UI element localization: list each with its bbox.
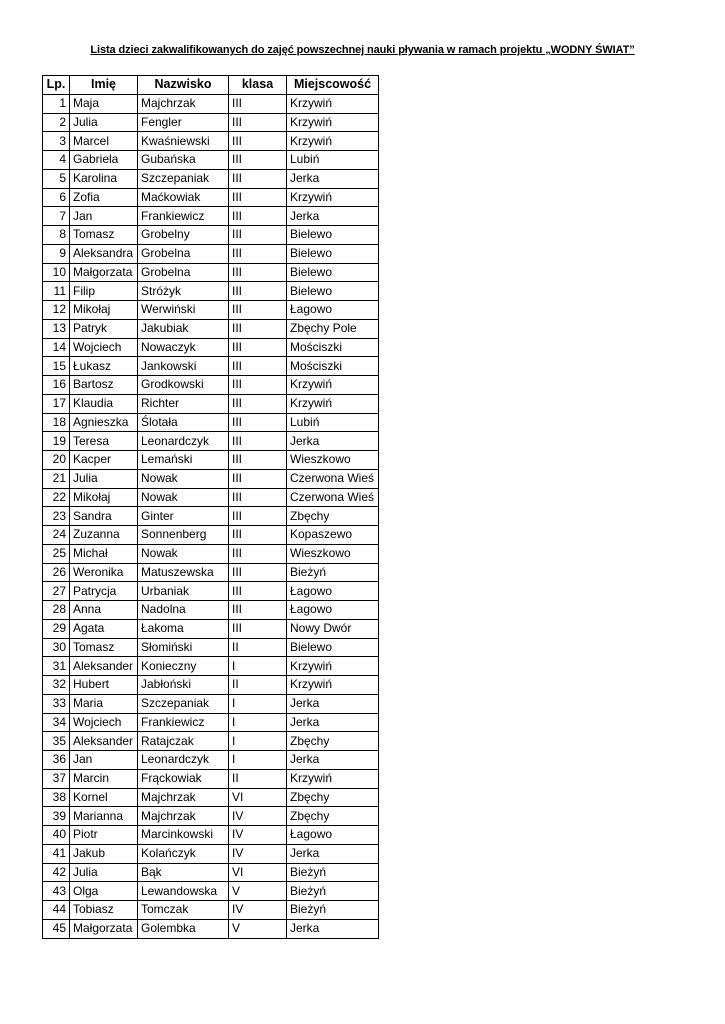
cell-imie: Hubert (70, 676, 138, 695)
cell-lp: 13 (43, 319, 70, 338)
cell-nazwisko: Nowak (138, 488, 229, 507)
cell-klasa: IV (229, 807, 287, 826)
cell-nazwisko: Leonardczyk (138, 432, 229, 451)
cell-imie: Piotr (70, 826, 138, 845)
cell-imie: Julia (70, 863, 138, 882)
cell-miejscowosc: Bielewo (287, 226, 379, 245)
table-row (43, 919, 379, 938)
cell-imie: Maria (70, 694, 138, 713)
cell-miejscowosc: Krzywiń (287, 376, 379, 395)
table-row (43, 451, 379, 470)
cell-imie: Wojciech (70, 338, 138, 357)
cell-miejscowosc: Czerwona Wieś (287, 469, 379, 488)
cell-lp: 9 (43, 244, 70, 263)
cell-imie: Agata (70, 619, 138, 638)
cell-lp: 20 (43, 451, 70, 470)
cell-imie: Marcel (70, 132, 138, 151)
cell-imie: Małgorzata (70, 919, 138, 938)
cell-klasa: III (229, 188, 287, 207)
cell-miejscowosc: Jerka (287, 169, 379, 188)
cell-nazwisko: Nowak (138, 544, 229, 563)
cell-klasa: III (229, 469, 287, 488)
cell-nazwisko: Bąk (138, 863, 229, 882)
cell-imie: Aleksander (70, 657, 138, 676)
cell-miejscowosc: Zbęchy (287, 507, 379, 526)
table-row (43, 432, 379, 451)
table-header-row (43, 76, 379, 95)
cell-imie: Małgorzata (70, 263, 138, 282)
cell-nazwisko: Majchrzak (138, 788, 229, 807)
cell-imie: Bartosz (70, 376, 138, 395)
cell-imie: Mikołaj (70, 301, 138, 320)
cell-nazwisko: Majchrzak (138, 807, 229, 826)
cell-nazwisko: Urbaniak (138, 582, 229, 601)
cell-lp: 29 (43, 619, 70, 638)
cell-lp: 27 (43, 582, 70, 601)
cell-imie: Zuzanna (70, 526, 138, 545)
cell-nazwisko: Ślotała (138, 413, 229, 432)
cell-imie: Łukasz (70, 357, 138, 376)
table-row (43, 319, 379, 338)
cell-nazwisko: Maćkowiak (138, 188, 229, 207)
cell-miejscowosc: Zbęchy (287, 788, 379, 807)
cell-lp: 37 (43, 769, 70, 788)
cell-lp: 36 (43, 751, 70, 770)
cell-nazwisko: Grobelna (138, 244, 229, 263)
cell-klasa: III (229, 413, 287, 432)
cell-klasa: III (229, 357, 287, 376)
table-row (43, 769, 379, 788)
table-row (43, 94, 379, 113)
cell-nazwisko: Słomiński (138, 638, 229, 657)
cell-nazwisko: Kolańczyk (138, 844, 229, 863)
cell-miejscowosc: Łagowo (287, 301, 379, 320)
cell-miejscowosc: Łagowo (287, 582, 379, 601)
cell-miejscowosc: Bielewo (287, 263, 379, 282)
cell-lp: 11 (43, 282, 70, 301)
cell-lp: 41 (43, 844, 70, 863)
table-row (43, 507, 379, 526)
cell-nazwisko: Konieczny (138, 657, 229, 676)
cell-klasa: IV (229, 826, 287, 845)
cell-imie: Patrycja (70, 582, 138, 601)
table-row (43, 788, 379, 807)
cell-nazwisko: Jakubiak (138, 319, 229, 338)
table-row (43, 563, 379, 582)
cell-klasa: I (229, 657, 287, 676)
cell-lp: 39 (43, 807, 70, 826)
cell-klasa: III (229, 432, 287, 451)
cell-nazwisko: Fengler (138, 113, 229, 132)
children-list-table (42, 75, 379, 939)
cell-klasa: III (229, 113, 287, 132)
cell-klasa: III (229, 207, 287, 226)
cell-nazwisko: Frankiewicz (138, 713, 229, 732)
cell-klasa: III (229, 151, 287, 170)
cell-imie: Gabriela (70, 151, 138, 170)
cell-lp: 45 (43, 919, 70, 938)
cell-nazwisko: Grobelna (138, 263, 229, 282)
cell-klasa: I (229, 713, 287, 732)
cell-nazwisko: Tomczak (138, 901, 229, 920)
cell-imie: Maja (70, 94, 138, 113)
cell-miejscowosc: Mościszki (287, 338, 379, 357)
cell-lp: 25 (43, 544, 70, 563)
table-row (43, 207, 379, 226)
cell-klasa: IV (229, 901, 287, 920)
cell-imie: Sandra (70, 507, 138, 526)
cell-nazwisko: Szczepaniak (138, 694, 229, 713)
cell-klasa: III (229, 132, 287, 151)
cell-lp: 28 (43, 601, 70, 620)
cell-klasa: III (229, 319, 287, 338)
cell-miejscowosc: Jerka (287, 919, 379, 938)
header-nazwisko: Nazwisko (138, 76, 229, 95)
cell-lp: 26 (43, 563, 70, 582)
table-row (43, 488, 379, 507)
cell-lp: 1 (43, 94, 70, 113)
cell-miejscowosc: Krzywiń (287, 657, 379, 676)
cell-miejscowosc: Czerwona Wieś (287, 488, 379, 507)
cell-lp: 43 (43, 882, 70, 901)
table-row (43, 263, 379, 282)
cell-miejscowosc: Bielewo (287, 244, 379, 263)
cell-miejscowosc: Wieszkowo (287, 451, 379, 470)
cell-nazwisko: Kwaśniewski (138, 132, 229, 151)
cell-lp: 4 (43, 151, 70, 170)
table-row (43, 188, 379, 207)
cell-miejscowosc: Wieszkowo (287, 544, 379, 563)
table-row (43, 394, 379, 413)
cell-nazwisko: Sonnenberg (138, 526, 229, 545)
table-body (43, 94, 379, 938)
cell-klasa: II (229, 676, 287, 695)
table-row (43, 301, 379, 320)
cell-nazwisko: Marcinkowski (138, 826, 229, 845)
cell-klasa: V (229, 919, 287, 938)
cell-lp: 3 (43, 132, 70, 151)
cell-nazwisko: Frankiewicz (138, 207, 229, 226)
table-row (43, 844, 379, 863)
cell-nazwisko: Nowak (138, 469, 229, 488)
cell-klasa: I (229, 732, 287, 751)
table-row (43, 282, 379, 301)
cell-lp: 15 (43, 357, 70, 376)
table-row (43, 901, 379, 920)
cell-klasa: III (229, 169, 287, 188)
cell-lp: 10 (43, 263, 70, 282)
cell-miejscowosc: Krzywiń (287, 394, 379, 413)
cell-lp: 22 (43, 488, 70, 507)
cell-nazwisko: Gubańska (138, 151, 229, 170)
cell-lp: 44 (43, 901, 70, 920)
cell-lp: 21 (43, 469, 70, 488)
table-row (43, 526, 379, 545)
table-row (43, 732, 379, 751)
cell-imie: Julia (70, 469, 138, 488)
cell-imie: Julia (70, 113, 138, 132)
cell-lp: 33 (43, 694, 70, 713)
cell-miejscowosc: Krzywiń (287, 94, 379, 113)
cell-lp: 42 (43, 863, 70, 882)
cell-miejscowosc: Jerka (287, 751, 379, 770)
cell-miejscowosc: Zbęchy (287, 807, 379, 826)
cell-klasa: III (229, 563, 287, 582)
table-row (43, 863, 379, 882)
cell-imie: Wojciech (70, 713, 138, 732)
cell-miejscowosc: Bielewo (287, 638, 379, 657)
table-row (43, 469, 379, 488)
cell-imie: Jan (70, 751, 138, 770)
cell-miejscowosc: Lubiń (287, 413, 379, 432)
cell-nazwisko: Jankowski (138, 357, 229, 376)
cell-klasa: III (229, 338, 287, 357)
cell-miejscowosc: Bielewo (287, 282, 379, 301)
cell-imie: Kacper (70, 451, 138, 470)
cell-klasa: III (229, 582, 287, 601)
cell-nazwisko: Ratajczak (138, 732, 229, 751)
cell-nazwisko: Szczepaniak (138, 169, 229, 188)
cell-imie: Aleksandra (70, 244, 138, 263)
cell-klasa: II (229, 769, 287, 788)
cell-imie: Anna (70, 601, 138, 620)
table-row (43, 826, 379, 845)
cell-nazwisko: Stróżyk (138, 282, 229, 301)
cell-klasa: III (229, 601, 287, 620)
cell-miejscowosc: Zbęchy Pole (287, 319, 379, 338)
table-row (43, 151, 379, 170)
table-row (43, 413, 379, 432)
cell-miejscowosc: Krzywiń (287, 113, 379, 132)
cell-nazwisko: Golembka (138, 919, 229, 938)
cell-imie: Filip (70, 282, 138, 301)
cell-imie: Marianna (70, 807, 138, 826)
cell-klasa: III (229, 226, 287, 245)
header-imie: Imię (70, 76, 138, 95)
table-row (43, 751, 379, 770)
cell-nazwisko: Frąckowiak (138, 769, 229, 788)
cell-lp: 38 (43, 788, 70, 807)
cell-nazwisko: Nowaczyk (138, 338, 229, 357)
table-row (43, 376, 379, 395)
cell-lp: 34 (43, 713, 70, 732)
cell-lp: 31 (43, 657, 70, 676)
cell-miejscowosc: Zbęchy (287, 732, 379, 751)
cell-lp: 7 (43, 207, 70, 226)
cell-klasa: III (229, 394, 287, 413)
cell-imie: Teresa (70, 432, 138, 451)
cell-imie: Aleksander (70, 732, 138, 751)
header-miejscowosc: Miejscowość (287, 76, 379, 95)
cell-miejscowosc: Krzywiń (287, 769, 379, 788)
cell-klasa: V (229, 882, 287, 901)
cell-imie: Michał (70, 544, 138, 563)
table-row (43, 169, 379, 188)
cell-imie: Tomasz (70, 226, 138, 245)
cell-lp: 8 (43, 226, 70, 245)
cell-imie: Mikołaj (70, 488, 138, 507)
cell-lp: 19 (43, 432, 70, 451)
table-row (43, 601, 379, 620)
cell-klasa: III (229, 301, 287, 320)
cell-miejscowosc: Łagowo (287, 601, 379, 620)
cell-nazwisko: Majchrzak (138, 94, 229, 113)
cell-lp: 23 (43, 507, 70, 526)
cell-klasa: III (229, 263, 287, 282)
table-row (43, 694, 379, 713)
cell-imie: Jakub (70, 844, 138, 863)
cell-klasa: IV (229, 844, 287, 863)
cell-klasa: III (229, 619, 287, 638)
cell-imie: Weronika (70, 563, 138, 582)
cell-miejscowosc: Krzywiń (287, 188, 379, 207)
cell-klasa: III (229, 244, 287, 263)
cell-klasa: III (229, 507, 287, 526)
cell-miejscowosc: Krzywiń (287, 132, 379, 151)
table-row (43, 357, 379, 376)
cell-miejscowosc: Bieżyń (287, 882, 379, 901)
cell-klasa: III (229, 376, 287, 395)
cell-nazwisko: Werwiński (138, 301, 229, 320)
cell-lp: 18 (43, 413, 70, 432)
cell-klasa: II (229, 638, 287, 657)
cell-klasa: III (229, 544, 287, 563)
cell-klasa: I (229, 694, 287, 713)
cell-imie: Karolina (70, 169, 138, 188)
cell-miejscowosc: Jerka (287, 694, 379, 713)
cell-nazwisko: Lemański (138, 451, 229, 470)
cell-lp: 6 (43, 188, 70, 207)
cell-imie: Olga (70, 882, 138, 901)
cell-miejscowosc: Jerka (287, 844, 379, 863)
table-row (43, 544, 379, 563)
table-row (43, 113, 379, 132)
table-row (43, 582, 379, 601)
cell-miejscowosc: Lubiń (287, 151, 379, 170)
cell-klasa: VI (229, 863, 287, 882)
cell-lp: 40 (43, 826, 70, 845)
table-row (43, 638, 379, 657)
cell-miejscowosc: Bieżyń (287, 563, 379, 582)
header-klasa: klasa (229, 76, 287, 95)
cell-nazwisko: Jabłoński (138, 676, 229, 695)
cell-lp: 30 (43, 638, 70, 657)
table-row (43, 244, 379, 263)
cell-miejscowosc: Nowy Dwór (287, 619, 379, 638)
table-row (43, 657, 379, 676)
cell-imie: Marcin (70, 769, 138, 788)
cell-miejscowosc: Bieżyń (287, 863, 379, 882)
table-row (43, 713, 379, 732)
table-row (43, 619, 379, 638)
cell-lp: 35 (43, 732, 70, 751)
cell-miejscowosc: Krzywiń (287, 676, 379, 695)
cell-nazwisko: Grobelny (138, 226, 229, 245)
cell-nazwisko: Richter (138, 394, 229, 413)
cell-miejscowosc: Kopaszewo (287, 526, 379, 545)
cell-lp: 17 (43, 394, 70, 413)
table-row (43, 676, 379, 695)
cell-nazwisko: Nadolna (138, 601, 229, 620)
table-row (43, 807, 379, 826)
cell-imie: Patryk (70, 319, 138, 338)
table-row (43, 226, 379, 245)
cell-miejscowosc: Jerka (287, 207, 379, 226)
header-lp: Lp. (43, 76, 70, 95)
cell-lp: 32 (43, 676, 70, 695)
cell-nazwisko: Lewandowska (138, 882, 229, 901)
cell-lp: 14 (43, 338, 70, 357)
cell-miejscowosc: Łagowo (287, 826, 379, 845)
cell-miejscowosc: Mościszki (287, 357, 379, 376)
cell-lp: 12 (43, 301, 70, 320)
cell-imie: Kornel (70, 788, 138, 807)
table-row (43, 338, 379, 357)
cell-imie: Jan (70, 207, 138, 226)
cell-nazwisko: Grodkowski (138, 376, 229, 395)
cell-miejscowosc: Jerka (287, 432, 379, 451)
cell-klasa: III (229, 451, 287, 470)
cell-imie: Agnieszka (70, 413, 138, 432)
cell-miejscowosc: Bieżyń (287, 901, 379, 920)
cell-nazwisko: Matuszewska (138, 563, 229, 582)
cell-lp: 24 (43, 526, 70, 545)
cell-klasa: III (229, 526, 287, 545)
cell-klasa: III (229, 282, 287, 301)
cell-klasa: III (229, 488, 287, 507)
cell-klasa: III (229, 94, 287, 113)
table-row (43, 132, 379, 151)
cell-imie: Zofia (70, 188, 138, 207)
cell-nazwisko: Leonardczyk (138, 751, 229, 770)
cell-nazwisko: Ginter (138, 507, 229, 526)
cell-imie: Tomasz (70, 638, 138, 657)
cell-imie: Tobiasz (70, 901, 138, 920)
cell-lp: 5 (43, 169, 70, 188)
cell-klasa: I (229, 751, 287, 770)
cell-nazwisko: Łakoma (138, 619, 229, 638)
table-row (43, 882, 379, 901)
cell-klasa: VI (229, 788, 287, 807)
cell-lp: 16 (43, 376, 70, 395)
document-title: Lista dzieci zakwalifikowanych do zajęć powszechnej nauki pływania w ramach projektu „WODNY ŚWIAT” (90, 44, 635, 56)
cell-lp: 2 (43, 113, 70, 132)
cell-miejscowosc: Jerka (287, 713, 379, 732)
cell-imie: Klaudia (70, 394, 138, 413)
